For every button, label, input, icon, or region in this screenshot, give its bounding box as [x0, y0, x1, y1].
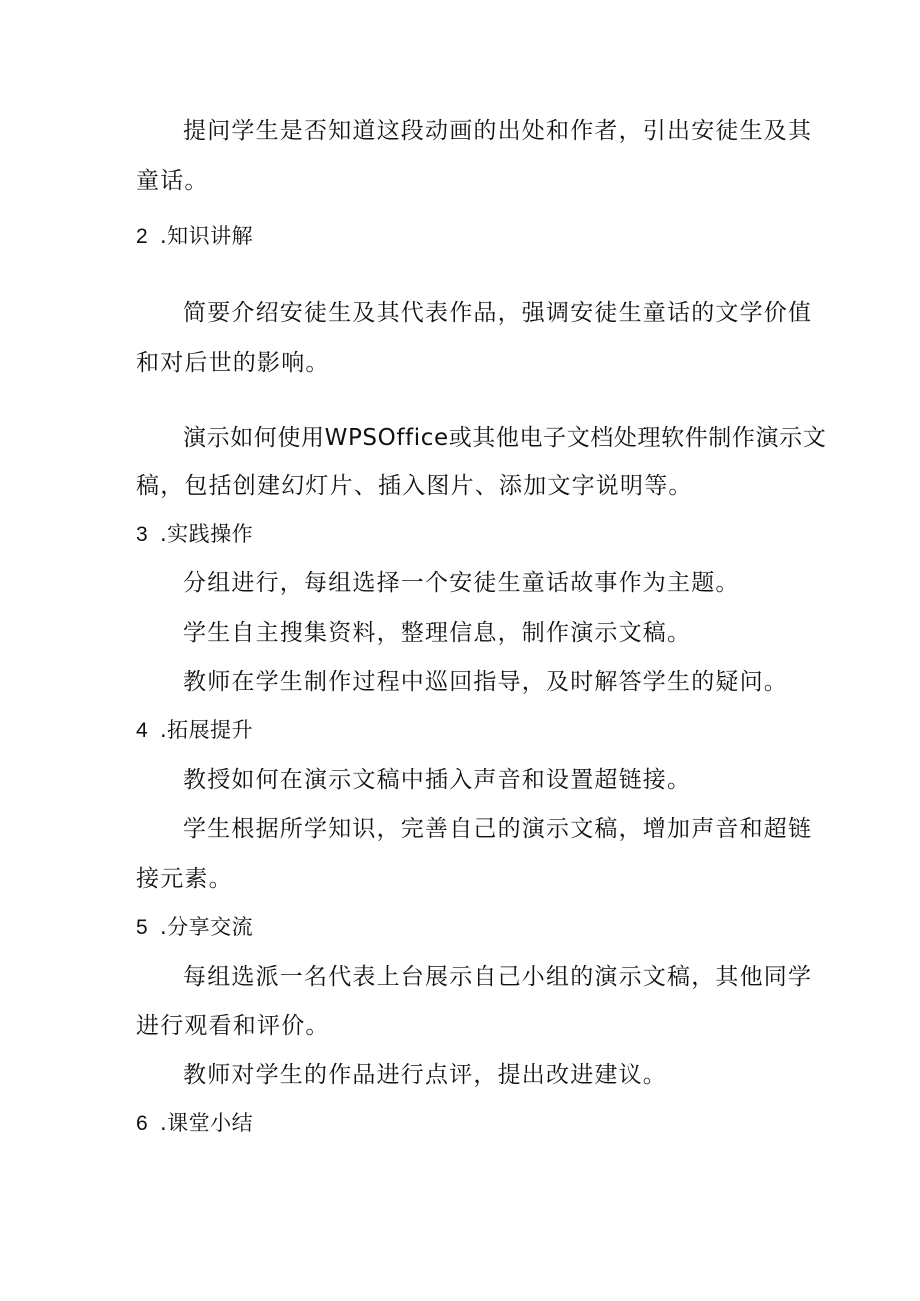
- section-number: 2: [136, 225, 149, 248]
- paragraph-improve-slides-line-2: 接元素。: [136, 866, 233, 892]
- section-number: 6: [136, 1112, 149, 1135]
- paragraph-improve-slides-line-1: 学生根据所学知识，完善自己的演示文稿，增加声音和超链: [183, 816, 813, 842]
- paragraph-teacher-guidance: 教师在学生制作过程中巡回指导，及时解答学生的疑问。: [183, 669, 788, 695]
- paragraph-andersen-intro-line-1: 简要介绍安徒生及其代表作品，强调安徒生童话的文学价值: [183, 300, 813, 326]
- paragraph-student-research: 学生自主搜集资料，整理信息，制作演示文稿。: [183, 620, 692, 646]
- section-heading-extension: [136, 715, 253, 746]
- section-heading-summary: [136, 1108, 253, 1139]
- paragraph-group-work: 分组进行，每组选择一个安徒生童话故事作为主题。: [183, 570, 740, 596]
- section-heading-sharing: [136, 912, 253, 943]
- section-title: .分享交流: [160, 915, 254, 939]
- section-title: .课堂小结: [160, 1111, 254, 1135]
- paragraph-wps-demo-line-2: 稿，包括创建幻灯片、插入图片、添加文字说明等。: [136, 473, 693, 499]
- paragraph-intro-question-line-1: 提问学生是否知道这段动画的出处和作者，引出安徒生及其: [183, 118, 813, 144]
- section-number: 5: [136, 916, 149, 939]
- section-title: .实践操作: [160, 522, 254, 546]
- section-heading-practice: [136, 519, 253, 550]
- paragraph-teach-audio-links: 教授如何在演示文稿中插入声音和设置超链接。: [183, 767, 692, 793]
- paragraph-teacher-review: 教师对学生的作品进行点评，提出改进建议。: [183, 1062, 667, 1088]
- paragraph-andersen-intro-line-2: 和对后世的影响。: [136, 350, 330, 376]
- section-number: 4: [136, 719, 149, 742]
- paragraph-group-presentation-line-2: 进行观看和评价。: [136, 1013, 330, 1039]
- paragraph-wps-demo-line-1: 演示如何使用WPSOffice或其他电子文档处理软件制作演示文: [183, 425, 827, 451]
- section-title: .拓展提升: [160, 718, 254, 742]
- section-number: 3: [136, 523, 149, 546]
- paragraph-group-presentation-line-1: 每组选派一名代表上台展示自己小组的演示文稿，其他同学: [183, 964, 813, 990]
- section-heading-knowledge: [136, 221, 253, 252]
- section-title: .知识讲解: [160, 224, 254, 248]
- paragraph-intro-question-line-2: 童话。: [136, 168, 209, 194]
